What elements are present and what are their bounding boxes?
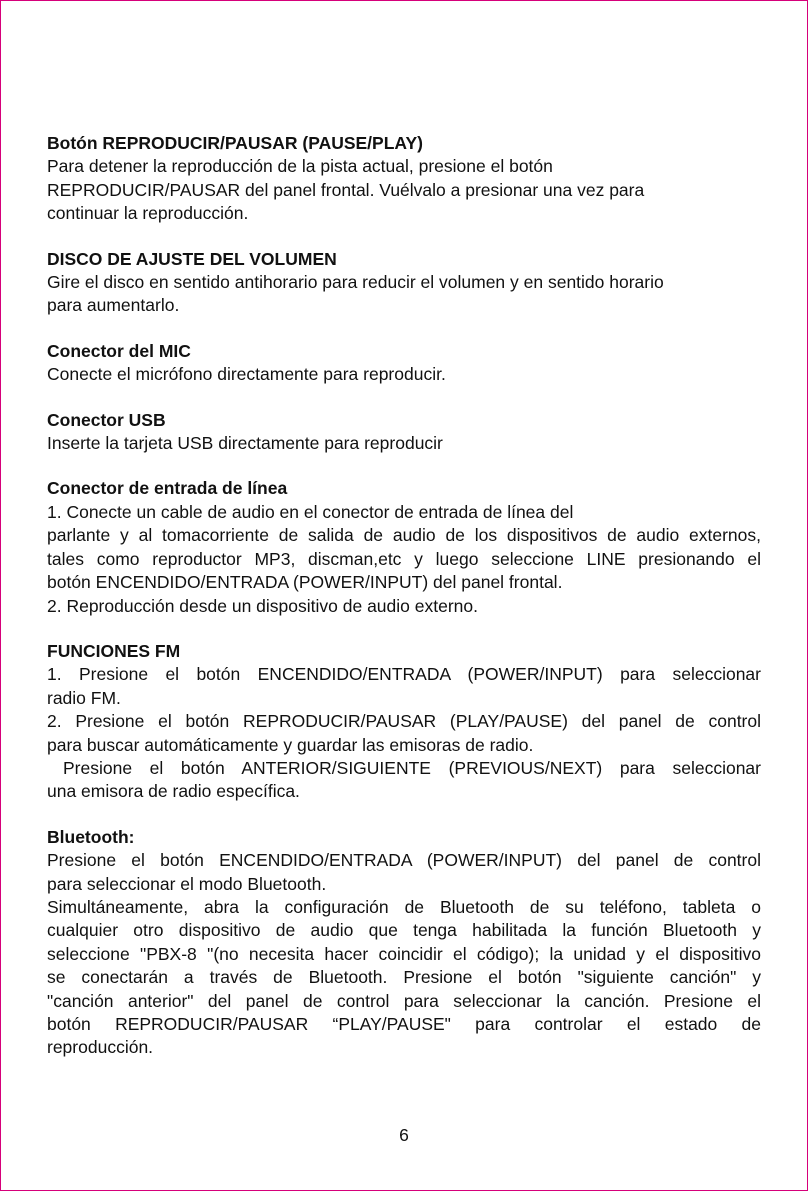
text-line: 1. Conecte un cable de audio en el conector de entrada de línea del (47, 501, 574, 522)
section-title: Conector del MIC (47, 340, 191, 361)
section-line-in (47, 477, 761, 617)
text-line: REPRODUCIR/PAUSAR del panel frontal. Vuélvalo a presionar una vez para (47, 179, 645, 200)
text-line: para buscar automáticamente y guardar las emisoras de radio. (47, 734, 534, 755)
page-number: 6 (399, 1125, 409, 1145)
text-line: se conectarán a través de Bluetooth. Presione el botón "siguiente canción" y (47, 967, 761, 988)
text-line: 2. Reproducción desde un dispositivo de audio externo. (47, 595, 478, 616)
text-line: botón ENCENDIDO/ENTRADA (POWER/INPUT) del panel frontal. (47, 572, 563, 593)
text-line: para aumentarlo. (47, 295, 180, 316)
section-title: FUNCIONES FM (47, 640, 181, 661)
section-fm-functions (47, 640, 761, 804)
section-title: DISCO DE AJUSTE DEL VOLUMEN (47, 248, 337, 269)
section-bluetooth (47, 826, 761, 1060)
section-title: Conector de entrada de línea (47, 478, 288, 499)
text-line: Presione el botón ENCENDIDO/ENTRADA (POWER/INPUT) del panel de control (47, 850, 761, 871)
text-line: Conecte el micrófono directamente para reproducir. (47, 364, 446, 385)
text-line: Presione el botón ANTERIOR/SIGUIENTE (PREVIOUS/NEXT) para seleccionar (63, 757, 761, 778)
text-line: tales como reproductor MP3, discman,etc y luego seleccione LINE presionando el (47, 548, 761, 569)
text-line: seleccione "PBX-8 "(no necesita hacer coincidir el código); la unidad y el dispositivo (47, 943, 761, 964)
text-line: reproducción. (47, 1037, 154, 1058)
text-line: Gire el disco en sentido antihorario para reducir el volumen y en sentido horario (47, 272, 664, 293)
section-title: Conector USB (47, 409, 166, 430)
text-line: Inserte la tarjeta USB directamente para reproducir (47, 433, 443, 454)
text-line: 2. Presione el botón REPRODUCIR/PAUSAR (PLAY/PAUSE) del panel de control (47, 711, 761, 732)
text-line: una emisora de radio específica. (47, 781, 300, 802)
text-line: cualquier otro dispositivo de audio que tenga habilitada la función Bluetooth y (47, 920, 761, 941)
text-line: 1. Presione el botón ENCENDIDO/ENTRADA (POWER/INPUT) para seleccionar (47, 664, 761, 685)
text-line: radio FM. (47, 687, 121, 708)
section-title: Bluetooth: (47, 826, 135, 847)
text-line: parlante y al tomacorriente de salida de audio de los dispositivos de audio externos, (47, 525, 761, 546)
text-line: "canción anterior" del panel de control para seleccionar la canción. Presione el (47, 990, 761, 1011)
section-mic-connector (47, 340, 761, 387)
section-volume-dial (47, 248, 761, 318)
text-line: Simultáneamente, abra la configuración de Bluetooth de su teléfono, tableta o (47, 896, 761, 917)
text-line: continuar la reproducción. (47, 203, 249, 224)
section-play-pause (47, 132, 761, 226)
text-line: botón REPRODUCIR/PAUSAR “PLAY/PAUSE" para controlar el estado de (47, 1014, 761, 1034)
text-line: Para detener la reproducción de la pista actual, presione el botón (47, 156, 553, 177)
section-title: Botón REPRODUCIR/PAUSAR (PAUSE/PLAY) (47, 133, 423, 153)
manual-content (47, 132, 761, 1082)
text-line: para seleccionar el modo Bluetooth. (47, 873, 327, 894)
section-usb-connector (47, 409, 761, 456)
